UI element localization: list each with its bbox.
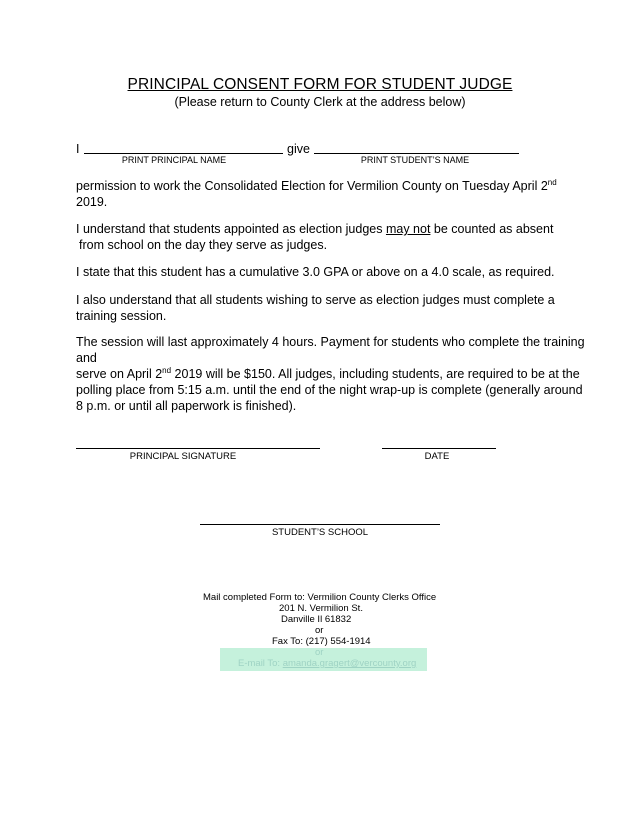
- mail-city: Danville Il 61832: [281, 614, 352, 625]
- paragraph-absence: [76, 221, 576, 253]
- absence-line2: from school on the day they serve as judges.: [79, 238, 328, 252]
- mail-or-2: or: [315, 647, 324, 658]
- absence-text-start: I understand that students appointed as election judges: [76, 222, 386, 236]
- students-school-line[interactable]: [200, 524, 440, 525]
- absence-text-end: be counted as absent: [430, 222, 554, 236]
- session-line2-end: 2019 will be $150. All judges, including students, are required to be at the: [171, 367, 580, 381]
- principal-signature-line[interactable]: [76, 448, 320, 449]
- student-name-caption: PRINT STUDENT’S NAME: [360, 155, 470, 165]
- mail-street: 201 N. Vermilion St.: [279, 603, 363, 614]
- permission-text: permission to work the Consolidated Election for Vermilion County on Tuesday April 2: [76, 179, 548, 193]
- form-title: PRINCIPAL CONSENT FORM FOR STUDENT JUDGE: [127, 76, 513, 93]
- email-label: E-mail To:: [238, 658, 283, 669]
- email-line: [238, 658, 416, 669]
- principal-name-caption: PRINT PRINCIPAL NAME: [121, 155, 227, 165]
- permission-year: 2019.: [76, 195, 108, 209]
- students-school-caption: STUDENT’S SCHOOL: [271, 527, 369, 538]
- training-line1: I also understand that all students wishing to serve as election judges must complete a: [76, 293, 555, 307]
- form-subtitle: (Please return to County Clerk at the address below): [174, 95, 466, 109]
- paragraph-session: [76, 334, 596, 414]
- principal-signature-caption: PRINCIPAL SIGNATURE: [129, 451, 237, 462]
- absence-underlined: may not: [385, 222, 431, 236]
- session-superscript: nd: [162, 365, 172, 375]
- mail-or-1: or: [315, 625, 324, 636]
- session-line2-start: serve on April 2: [76, 367, 163, 381]
- session-line4: 8 p.m. or until all paperwork is finished).: [76, 399, 297, 413]
- training-line2: training session.: [76, 309, 167, 323]
- student-name-line[interactable]: [314, 153, 519, 154]
- session-line3: polling place from 5:15 a.m. until the end of the night wrap-up is complete (generally around: [76, 383, 583, 397]
- fax-line: Fax To: (217) 554-1914: [272, 636, 371, 647]
- permission-superscript: nd: [547, 177, 557, 187]
- session-line1: The session will last approximately 4 hours. Payment for students who complete the training and: [76, 335, 585, 365]
- paragraph-gpa: I state that this student has a cumulative 3.0 GPA or above on a 4.0 scale, as required.: [76, 265, 555, 279]
- date-caption: DATE: [424, 451, 450, 462]
- paragraph-training: [76, 292, 596, 324]
- consent-i: I: [76, 142, 80, 156]
- email-link[interactable]: amanda.gragert@vercounty.org: [282, 658, 417, 669]
- paragraph-permission: [76, 178, 576, 210]
- mail-label: Mail completed Form to: Vermilion County Clerks Office: [203, 592, 437, 603]
- principal-name-line[interactable]: [84, 153, 283, 154]
- consent-give: give: [287, 142, 310, 156]
- date-line[interactable]: [382, 448, 496, 449]
